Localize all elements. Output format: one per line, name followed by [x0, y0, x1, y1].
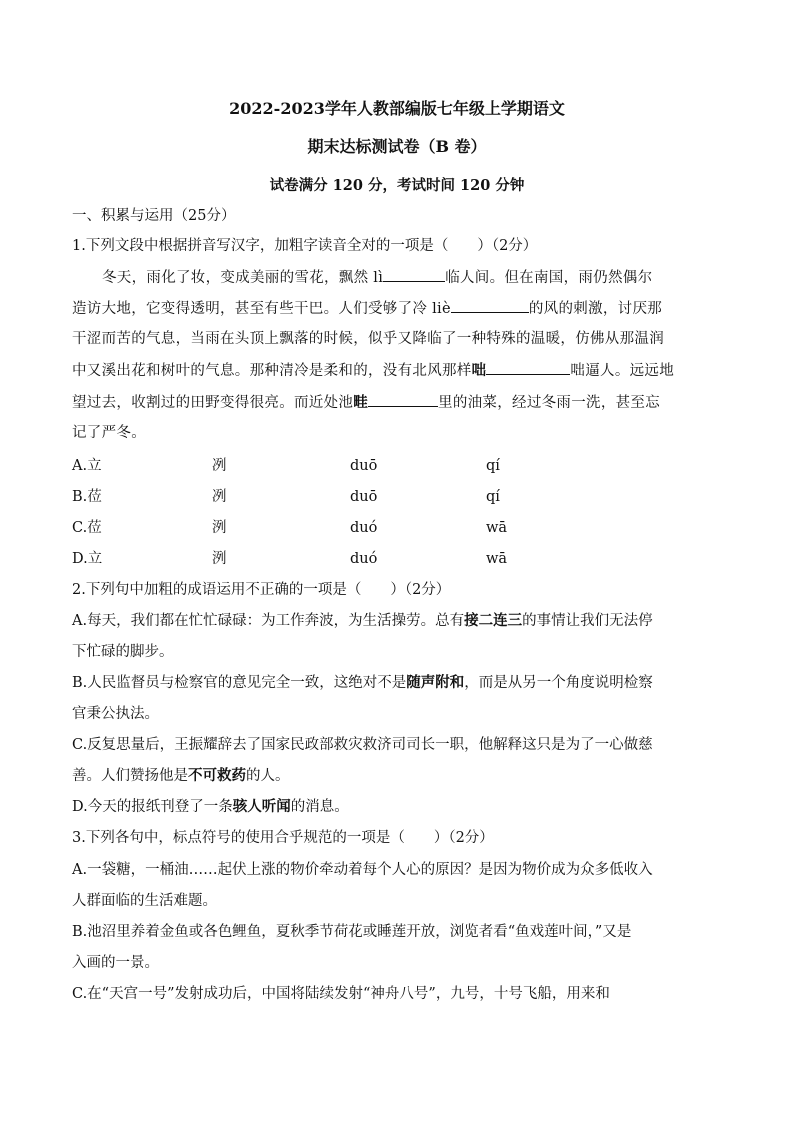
option-label: A.立	[72, 458, 102, 474]
option-col4: qí	[486, 489, 500, 505]
exam-info: 试卷满分 120 分，考试时间 120 分钟	[269, 177, 525, 194]
q1-passage-line	[72, 360, 674, 381]
bold-char: 畦	[353, 394, 369, 411]
q3-option-b[interactable]: B.池沼里养着金鱼或各色鲤鱼，夏秋季节荷花或睡莲开放，浏览者看“鱼戏莲叶间，”又是	[72, 924, 632, 940]
q2-option-c-cont	[72, 766, 290, 786]
option-label: B.莅	[72, 489, 102, 505]
passage-text: 的风的刺激，讨厌那	[528, 301, 663, 317]
option-col2: 冽	[212, 458, 227, 474]
passage-text: 临人间。但在南国，雨仍然偶尔	[445, 270, 653, 286]
exam-subtitle: 期末达标测试卷（B 卷）	[307, 137, 487, 156]
option-label: D.立	[72, 551, 103, 567]
bold-idiom: 骇人听闻	[232, 798, 291, 815]
bold-char: 咄	[471, 362, 487, 379]
passage-text: 造访大地，它变得透明，甚至有些干巴。人们受够了冷 liè	[72, 301, 451, 317]
bold-idiom: 随声附和	[406, 674, 465, 691]
option-text: 的消息。	[290, 799, 349, 815]
passage-text: 里的油菜，经过冬雨一洗，甚至忘	[438, 395, 661, 411]
option-col3: duó	[350, 520, 378, 536]
fill-blank[interactable]	[368, 392, 438, 407]
q3-option-c[interactable]: C.在“天宫一号”发射成功后，中国将陆续发射“神舟八号”，九号，十号飞船，用来和	[72, 986, 610, 1002]
option-text: 的人。	[246, 768, 290, 784]
q3-option-a[interactable]: A.一袋糖，一桶油……起伏上涨的物价牵动着每个人心的原因？是因为物价成为众多低收入	[72, 862, 653, 878]
q2-option-d[interactable]	[72, 797, 349, 817]
option-col4: wā	[486, 551, 508, 567]
option-col3: duō	[350, 458, 378, 474]
q2-option-b[interactable]	[72, 673, 653, 693]
option-col2: 冽	[212, 489, 227, 505]
q2-option-b-cont: 官秉公执法。	[72, 706, 159, 722]
q1-passage-line: 记了严冬。	[72, 425, 146, 441]
option-label: C.莅	[72, 520, 102, 536]
exam-title: 2022-2023学年人教部编版七年级上学期语文	[229, 99, 565, 118]
option-col3: duó	[350, 551, 378, 567]
passage-text: 冬天，雨化了妆，变成美丽的雪花，飘然 lì	[102, 270, 384, 286]
option-col2: 洌	[212, 551, 227, 567]
option-text: ，而是从另一个角度说明检察	[464, 675, 653, 691]
q2-stem: 2.下列句中加粗的成语运用不正确的一项是（ ）（2分）	[72, 582, 451, 598]
bold-idiom: 接二连三	[464, 612, 523, 629]
option-col4: wā	[486, 520, 508, 536]
option-text: 善。人们赞扬他是	[72, 768, 188, 784]
option-col3: duō	[350, 489, 378, 505]
option-text: A.每天，我们都在忙忙碌碌：为工作奔波，为生活操劳。总有	[72, 613, 465, 629]
q1-passage-line	[72, 392, 660, 413]
q1-stem: 1.下列文段中根据拼音写汉字，加粗字读音全对的一项是（ ）（2分）	[72, 238, 538, 254]
q2-option-a[interactable]	[72, 611, 653, 631]
fill-blank[interactable]	[486, 360, 570, 375]
q3-option-a-cont: 人群面临的生活难题。	[72, 893, 217, 909]
fill-blank[interactable]	[383, 267, 445, 282]
fill-blank[interactable]	[451, 298, 529, 313]
option-text: B.人民监督员与检察官的意见完全一致，这绝对不是	[72, 675, 407, 691]
option-text: 的事情让我们无法停	[522, 613, 653, 629]
option-text: D.今天的报纸刊登了一条	[72, 799, 233, 815]
q3-stem: 3.下列各句中，标点符号的使用合乎规范的一项是（ ）（2分）	[72, 830, 494, 846]
q2-option-a-cont: 下忙碌的脚步。	[72, 644, 174, 660]
passage-text: 中又溪出花和树叶的气息。那种清冷是柔和的，没有北风那样	[72, 363, 472, 379]
passage-text: 咄逼人。远远地	[570, 363, 675, 379]
q3-option-b-cont: 入画的一景。	[72, 955, 159, 971]
q2-option-c[interactable]: C.反复思量后，王振耀辞去了国家民政部救灾救济司司长一职，他解释这只是为了一心做慈	[72, 737, 653, 753]
bold-idiom: 不可救药	[188, 767, 246, 784]
q1-passage-line: 干涩而苦的气息，当雨在头顶上飘落的时候，似乎又降临了一种特殊的温暖，仿佛从那温润	[72, 331, 664, 347]
q1-passage-line	[102, 267, 652, 288]
section-heading: 一、积累与运用（25分）	[72, 208, 236, 224]
q1-passage-line	[72, 298, 662, 319]
option-col2: 洌	[212, 520, 227, 536]
passage-text: 望过去，收割过的田野变得很亮。而近处池	[72, 395, 354, 411]
option-col4: qí	[486, 458, 500, 474]
